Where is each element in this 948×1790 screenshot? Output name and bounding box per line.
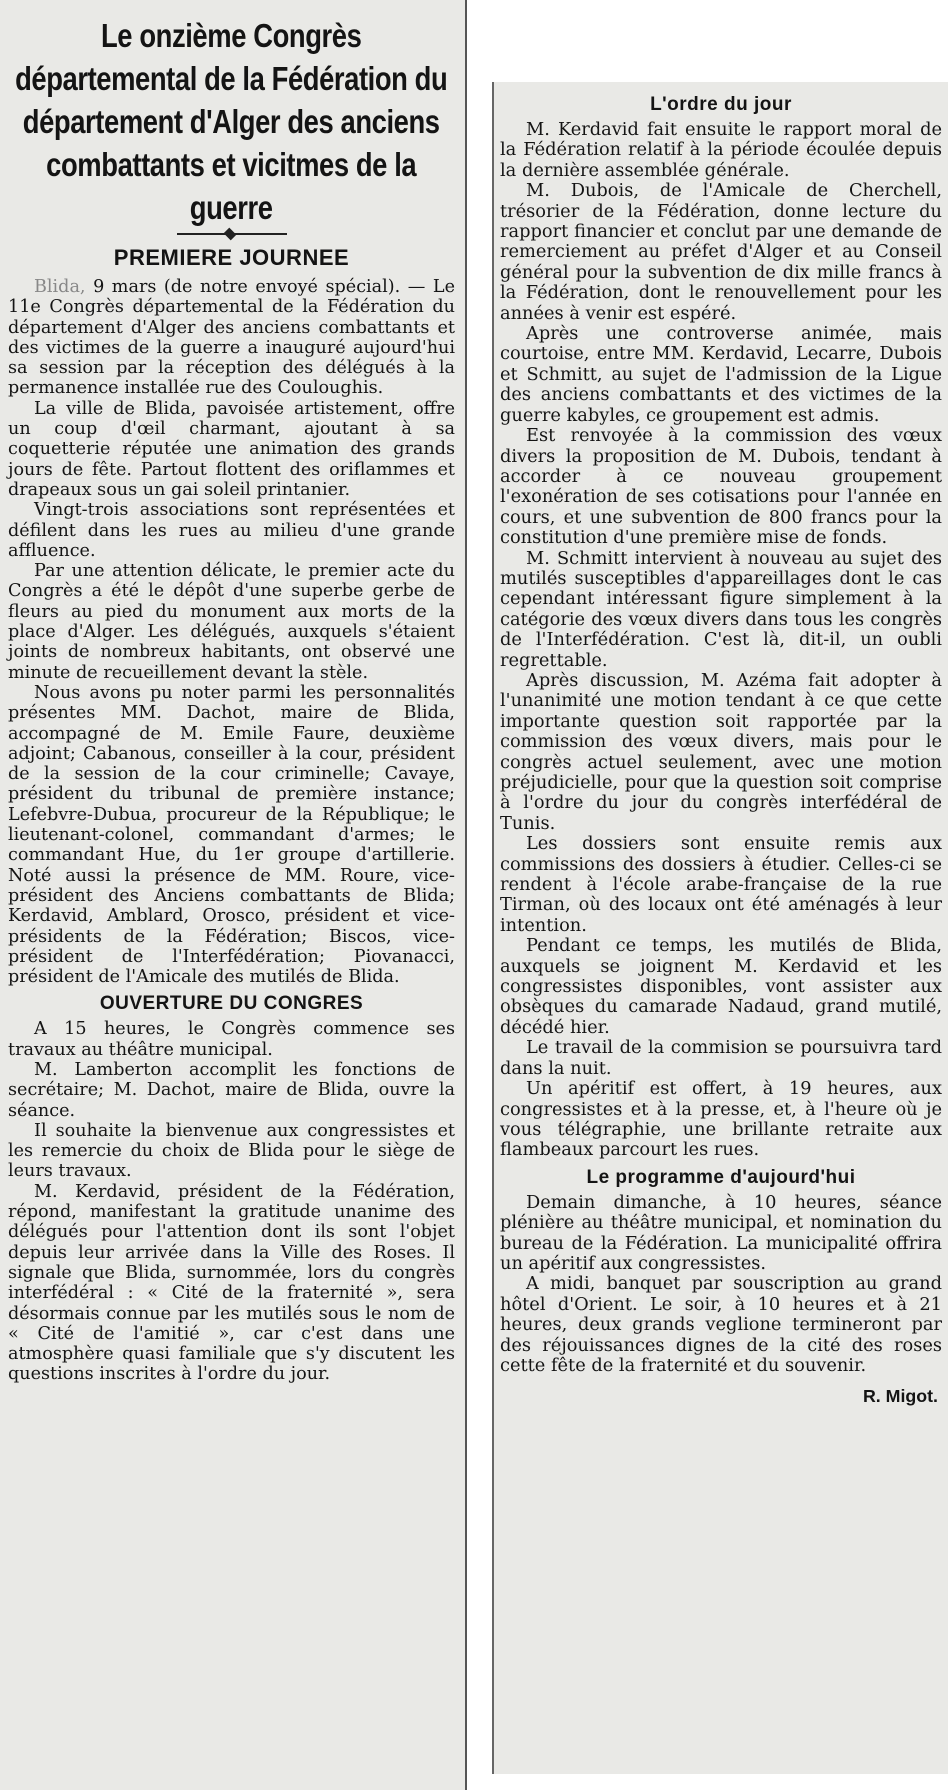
author-signature: R. Migot. — [862, 1386, 938, 1407]
paragraph: Après discussion, M. Azéma fait adopter à l'unanimité une motion tendant à ce que cette importante question soit rapportée par la commission des vœux divers, mais pour le congrès actuel seulement, avec une motion préjudicielle, pour que la question soit comprise à l'ordre du jour du congrès interfédéral de Tunis. — [500, 669, 942, 834]
section-title-premiere-journee: PREMIERE JOURNEE — [113, 245, 350, 270]
paragraph: A 15 heures, le Congrès commence ses travaux au théâtre municipal. — [8, 1019, 455, 1060]
paragraph: Vingt-trois associations sont représentées et défilent dans les rues au milieu d'une grande affluence. — [8, 500, 455, 561]
paragraph: Le travail de la commision se poursuivra tard dans la nuit. — [500, 1037, 942, 1079]
article-column-left — [0, 0, 467, 1790]
paragraph: A midi, banquet par souscription au grand hôtel d'Orient. Le soir, à 10 heures et à 21 heures, deux grands veglione termineront par des réjouissances dignes de la cité des roses cette fête de la fraternité et du souvenir. — [500, 1273, 942, 1376]
paragraph: Il souhaite la bienvenue aux congressistes et les remercie du choix de Blida pour le siège de leurs travaux. — [8, 1120, 455, 1182]
paragraph: La ville de Blida, pavoisée artistement, offre un coup d'œil charmant, ajoutant à sa coquetterie réputée une animation des grands jours de fête. Partout flottent des oriflammes et drapeaux sous un gai soleil printanier. — [8, 398, 455, 500]
headline-divider — [177, 233, 287, 235]
section-title-ouverture: OUVERTURE DU CONGRES — [99, 993, 364, 1015]
paragraph: Pendant ce temps, les mutilés de Blida, auxquels se joignent M. Kerdavid et les congressistes disponibles, vont assister aux obsèques du camarade Nadaud, grand mutilé, décédé hier. — [500, 935, 942, 1038]
paragraph: Après une controverse animée, mais courtoise, entre MM. Kerdavid, Lecarre, Dubois et Schmitt, au sujet de l'admission de la Ligue des anciens combattants et des victimes de la guerre kabyles, ce groupement est admis. — [500, 323, 942, 426]
section-title-ordre-du-jour: L'ordre du jour — [650, 94, 792, 115]
dateline: Blida, — [34, 277, 86, 297]
paragraph: M. Schmitt intervient à nouveau au sujet des mutilés susceptibles d'appareillages dont le cas cependant intéressant figure simplement à la catégorie des vœux divers dans tous les congrès de l'Interfédération. C'est là, dit-il, un oubli regrettable. — [500, 547, 942, 671]
paragraph — [8, 277, 455, 399]
paragraph: Par une attention délicate, le premier acte du Congrès a été le dépôt d'une superbe gerbe de fleurs au pied du monument aux morts de la place d'Alger. Les délégués, auxquels s'étaient joints de nombreux habitants, ont observé une minute de recueillement devant la stèle. — [8, 561, 455, 683]
paragraph: M. Kerdavid, président de la Fédération, répond, manifestant la gratitude unanime des délégués pour l'attention dont ils sont l'objet depuis leur arrivée dans la Ville des Roses. Il signale que Blida, surnommée, lors du congrès interfédéral : « Cité de la fraternité », sera désormais connue par les mutilés sous le nom de « Cité de l'amitié », car c'est dans une atmosphère quasi familiale que s'y discutent les questions inscrites à l'ordre du jour. — [8, 1181, 455, 1385]
paragraph: M. Dubois, de l'Amicale de Cherchell, trésorier de la Fédération, donne lecture du rapport financier et conclut par une demande de remerciement au préfet d'Alger et au Conseil général pour la subvention de dix mille francs à la Fédération, dont le renouvellement pour les années à venir est espéré. — [500, 180, 942, 324]
paragraph: Est renvoyée à la commission des vœux divers la proposition de M. Dubois, tendant à accorder à ce nouveau groupement l'exonération de ses cotisations pour l'année en cours, et une subvention de 800 francs pour la constitution d'une première mise de fonds. — [500, 425, 942, 549]
paragraph: Demain dimanche, à 10 heures, séance plénière au théâtre municipal, et nomination du bureau de la Fédération. La municipalité offrira un apéritif aux congressistes. — [500, 1191, 942, 1274]
paragraph: Les dossiers sont ensuite remis aux commissions des dossiers à étudier. Celles-ci se rendent à l'école arabe-française de la rue Tirman, où des locaux ont été aménagés à leur intention. — [500, 833, 942, 936]
paragraph: M. Lamberton accomplit les fonctions de secrétaire; M. Dachot, maire de Blida, ouvre la séance. — [8, 1059, 455, 1121]
paragraph: Un apéritif est offert, à 19 heures, aux congressistes et à la presse, et, à l'heure où je vous télégraphie, une brillante retraite aux flambeaux parcourt les rues. — [500, 1078, 942, 1161]
divider-ornament — [223, 228, 236, 241]
paragraph: M. Kerdavid fait ensuite le rapport moral de la Fédération relatif à la période écoulée depuis la dernière assemblée générale. — [500, 119, 942, 181]
paragraph: Nous avons pu noter parmi les personnalités présentes MM. Dachot, maire de Blida, accompagné de M. Emile Faure, deuxième adjoint; Cabanous, conseiller à la cour, président de la session de la cour criminelle; Cavaye, président du tribunal de première instance; Lefebvre-Dubua, procureur de la République; le lieutenant-colonel, commandant d'armes; le commandant Hue, du 1er groupe d'artillerie. Noté aussi la présence de MM. Roure, vice-président des Anciens combattants de Blida; Kerdavid, Amblard, Orosco, président et vice-présidents de la Fédération; Biscos, vice-président de l'Interfédération; Piovanacci, président de l'Amicale des mutilés de Blida. — [8, 682, 455, 988]
section-title-programme: Le programme d'aujourd'hui — [586, 1166, 856, 1188]
article-column-right — [492, 82, 948, 1774]
paragraph-text: 9 mars (de notre envoyé spécial). — Le 11e Congrès départemental de la Fédération du département d'Alger des anciens combattants et des victimes de la guerre a inauguré aujourd'hui sa session par la réception des délégués à la permanence installée rue des Couloughis. — [8, 277, 455, 399]
article-headline: Le onzième Congrès départemental de la Fédération du département d'Alger des anciens combattants et vicitmes de la guerre — [15, 17, 448, 226]
